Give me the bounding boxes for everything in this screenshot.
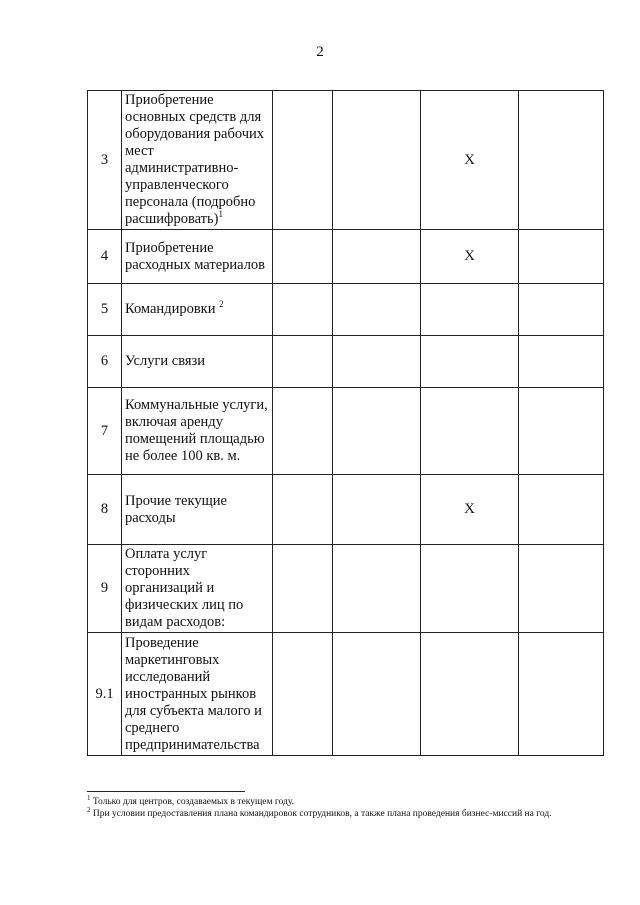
budget-table — [87, 90, 604, 756]
table-row — [88, 633, 604, 756]
footnote-1: $^1$ Только для центров, создаваемых в текущем году. — [87, 793, 295, 807]
footnote-ref: 1 — [218, 209, 223, 220]
cell-mark — [421, 336, 519, 388]
row-name: Проведение маркетинговых исследований иностранных рынков для субъекта малого и среднего предпринимательства — [122, 633, 273, 756]
cell — [519, 633, 604, 756]
table-row — [88, 475, 604, 545]
footnote-divider — [87, 791, 245, 792]
row-name: Приобретение основных средств для оборудования рабочих мест административно-управленческого персонала (подробно расшифровать)$^1$ — [122, 91, 273, 230]
table-row — [88, 336, 604, 388]
cell-mark: X — [421, 475, 519, 545]
cell — [273, 633, 333, 756]
cell — [333, 230, 421, 284]
footnotes — [87, 793, 607, 820]
page-number: 2 — [316, 44, 324, 60]
footnote-2: $^2$ При условии предоставления плана командировок сотрудников, а также плана проведения бизнес-миссий на год. — [87, 805, 552, 819]
cell — [519, 545, 604, 633]
cell-mark — [421, 388, 519, 475]
cell — [519, 91, 604, 230]
cell-mark — [421, 545, 519, 633]
cell-mark — [421, 633, 519, 756]
cell — [273, 284, 333, 336]
cell — [519, 284, 604, 336]
cell — [273, 336, 333, 388]
cell — [519, 230, 604, 284]
table-row — [88, 545, 604, 633]
row-name: Приобретение расходных материалов — [122, 230, 273, 284]
cell — [333, 475, 421, 545]
cell — [273, 230, 333, 284]
cell — [333, 388, 421, 475]
cell — [333, 633, 421, 756]
cell — [273, 388, 333, 475]
cell — [273, 91, 333, 230]
cell — [333, 91, 421, 230]
cell-mark: X — [421, 230, 519, 284]
cell — [519, 336, 604, 388]
cell — [273, 545, 333, 633]
row-number: 4 — [88, 230, 122, 284]
cell — [333, 284, 421, 336]
footnote-ref: 2 — [219, 299, 224, 310]
row-name: Коммунальные услуги, включая аренду помещений площадью не более 100 кв. м. — [122, 388, 273, 475]
row-name: Оплата услуг сторонних организаций и физических лиц по видам расходов: — [122, 545, 273, 633]
cell — [273, 475, 333, 545]
cell — [519, 388, 604, 475]
row-name: Командировки $^2$ — [122, 284, 273, 336]
row-number: 5 — [88, 284, 122, 336]
row-number: 3 — [88, 91, 122, 230]
row-name: Прочие текущие расходы — [122, 475, 273, 545]
row-number: 7 — [88, 388, 122, 475]
cell-mark: X — [421, 91, 519, 230]
cell — [519, 475, 604, 545]
row-number: 6 — [88, 336, 122, 388]
row-number: 9 — [88, 545, 122, 633]
row-name: Услуги связи — [122, 336, 273, 388]
cell — [333, 545, 421, 633]
row-number: 8 — [88, 475, 122, 545]
table-row — [88, 230, 604, 284]
table-row — [88, 91, 604, 230]
cell-mark — [421, 284, 519, 336]
table-row — [88, 388, 604, 475]
cell — [333, 336, 421, 388]
row-number: 9.1 — [88, 633, 122, 756]
table-row — [88, 284, 604, 336]
